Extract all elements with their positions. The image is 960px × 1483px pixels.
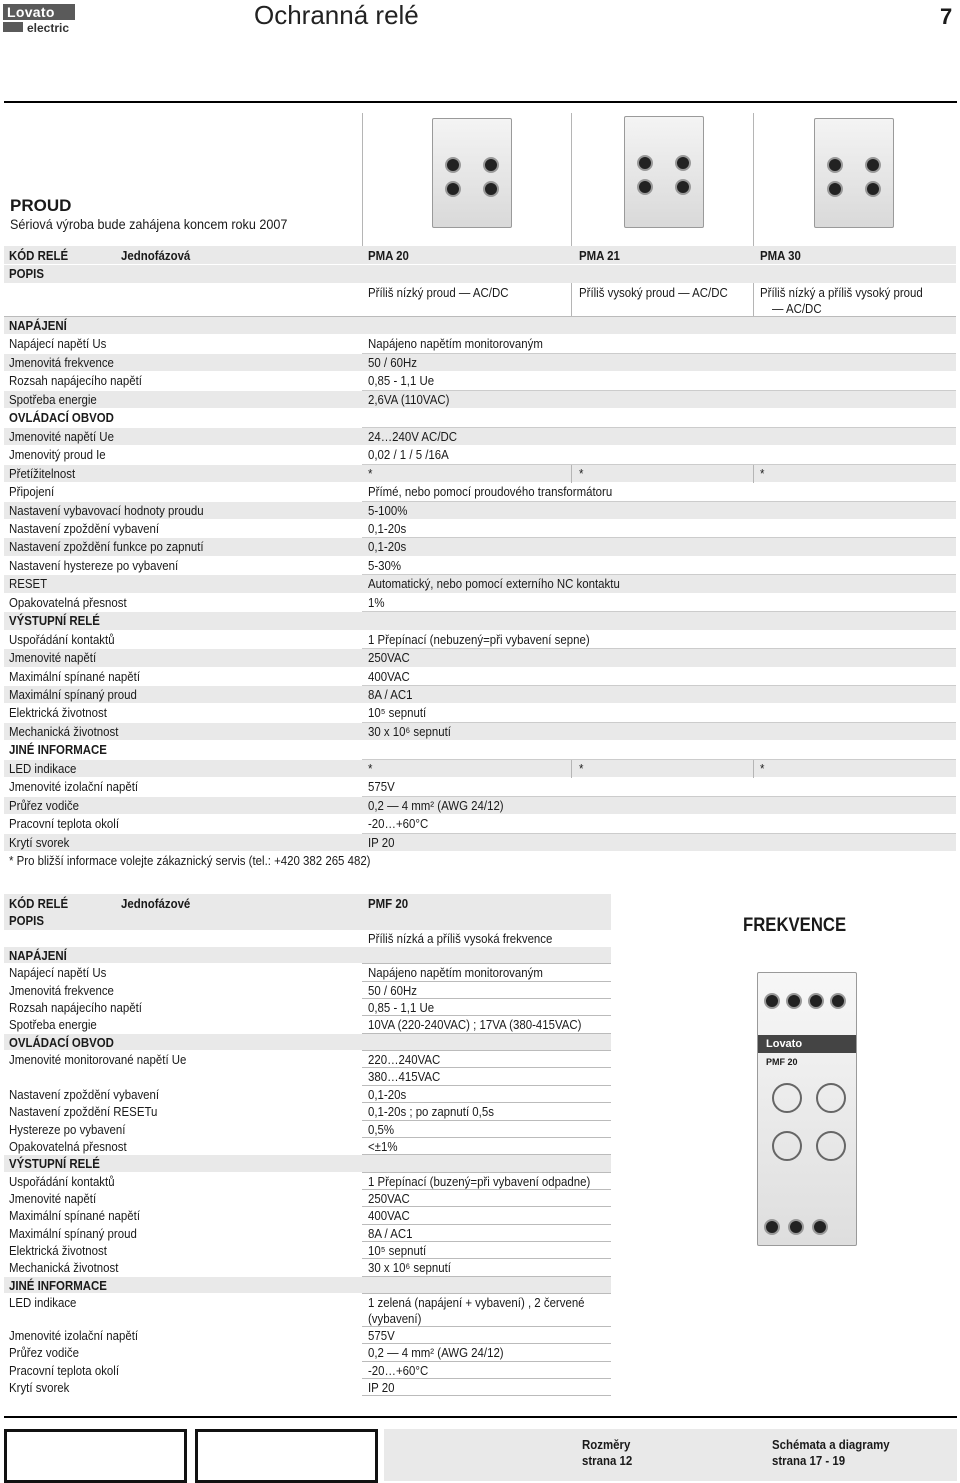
col-header: KÓD RELÉ: [9, 248, 69, 263]
spec-label: LED indikace: [9, 760, 77, 776]
row-divider: [362, 1293, 611, 1294]
spec-value: IP 20: [368, 834, 395, 850]
spec-value: 380…415VAC: [368, 1069, 441, 1085]
row-divider: [362, 1015, 611, 1016]
row-band: [4, 649, 956, 667]
spec-label: Přetížitelnost: [9, 465, 76, 481]
spec-value: 24…240V AC/DC: [368, 428, 458, 444]
spec-label: Jmenovité monitorované napětí Ue: [9, 1052, 187, 1068]
spec-value: 0,1-20s: [368, 1086, 407, 1102]
spec-label: OVLÁDACÍ OBVOD: [9, 1034, 114, 1050]
spec-label: Spotřeba energie: [9, 1017, 97, 1033]
device-model: PMF 20: [766, 1057, 798, 1067]
row-divider: [362, 1241, 611, 1242]
spec-value: -20…+60°C: [368, 816, 429, 832]
row-band: [4, 760, 956, 778]
spec-label: Nastavení vybavovací hodnoty proudu: [9, 502, 204, 518]
footer-rozmery-label[interactable]: Rozměry: [582, 1437, 631, 1452]
device-photo-pma20: [432, 118, 512, 228]
row-band: [4, 947, 611, 964]
col-sep: [362, 113, 363, 247]
spec-value: 1%: [368, 594, 385, 610]
row-divider: [362, 1258, 611, 1259]
spec-value: 0,1-20s: [368, 520, 407, 536]
spec-value: 5-100%: [368, 502, 408, 518]
spec-value: 10⁵ sepnutí: [368, 1242, 427, 1258]
spec-label: Jmenovité napětí: [9, 1190, 97, 1206]
row-divider: [362, 1085, 611, 1086]
row-divider: [362, 981, 611, 982]
footer-rule: [4, 1416, 957, 1418]
spec-label: Napájecí napětí Us: [9, 965, 107, 981]
spec-value-cont: (vybavení): [368, 1311, 422, 1326]
spec-label: Opakovatelná přesnost: [9, 594, 127, 610]
row-band: [4, 391, 956, 409]
spec-label: Průřez vodiče: [9, 1345, 79, 1361]
spec-value: 400VAC: [368, 668, 410, 684]
spec-value: 5-30%: [368, 557, 402, 573]
section-subheading: Sériová výroba bude zahájena koncem roku 2007: [10, 216, 288, 232]
spec-value: 1 Přepínací (nebuzený=při vybavení sepne): [368, 631, 590, 647]
spec-value: 575V: [368, 779, 395, 795]
spec-value: Automatický, nebo pomocí externího NC kontaktu: [368, 576, 620, 592]
spec-label: Jmenovité izolační napětí: [9, 1327, 139, 1343]
spec-value: *: [368, 465, 373, 481]
col-header: PMA 30: [760, 248, 801, 263]
spec-label: JINÉ INFORMACE: [9, 1277, 107, 1293]
spec-value: <±1%: [368, 1138, 398, 1154]
row-divider: [362, 1378, 611, 1379]
spec-value: IP 20: [368, 1380, 395, 1395]
spec-value: 8A / AC1: [368, 687, 413, 702]
popis-label: POPIS: [9, 913, 44, 928]
page-title: Ochranná relé: [254, 0, 419, 30]
spec-value: 0,85 - 1,1 Ue: [368, 373, 435, 389]
col-header: Jednofázová: [121, 248, 191, 263]
spec-label: Připojení: [9, 484, 55, 500]
spec-label: LED indikace: [9, 1295, 77, 1310]
spec-value-pma30: *: [760, 760, 765, 776]
spec-value: 30 x 10⁶ sepnutí: [368, 1260, 451, 1276]
footnote: * Pro bližší informace volejte zákaznický servis (tel.: +420 382 265 482): [9, 853, 371, 869]
spec-label: VÝSTUPNÍ RELÉ: [9, 1156, 100, 1172]
device-photo-pmf20: [757, 972, 857, 1246]
device-photo-pma21: [624, 116, 704, 228]
spec-label: Opakovatelná přesnost: [9, 1138, 127, 1154]
lovato-logo: [3, 4, 75, 34]
footer-box-1: [4, 1429, 187, 1483]
footer-rozmery-page[interactable]: strana 12: [582, 1453, 633, 1468]
row-divider: [362, 1326, 611, 1327]
spec-label: VÝSTUPNÍ RELÉ: [9, 613, 100, 629]
section-heading-frekvence: FREKVENCE: [743, 915, 847, 936]
spec-value: 8A / AC1: [368, 1225, 413, 1241]
row-divider: [362, 1343, 611, 1344]
spec-label: Nastavení zpoždění vybavení: [9, 520, 160, 536]
footer-schemata-page[interactable]: strana 17 - 19: [772, 1453, 846, 1468]
row-divider: [362, 998, 611, 999]
col-sep: [571, 760, 572, 778]
spec-label: Spotřeba energie: [9, 391, 97, 407]
spec-label: Jmenovitý proud Ie: [9, 447, 106, 463]
spec-label: Rozsah napájecího napětí: [9, 373, 142, 389]
spec-value-pma30: *: [760, 465, 765, 481]
col-sep: [753, 465, 754, 483]
footer-box-2: [195, 1429, 378, 1483]
spec-label: Maximální spínaný proud: [9, 687, 137, 702]
row-divider: [362, 1067, 611, 1068]
row-band: [4, 354, 956, 372]
row-divider: [362, 1224, 611, 1225]
row-divider: [362, 1189, 611, 1190]
logo-brand: Lovato: [3, 4, 75, 20]
col-header: KÓD RELÉ: [9, 896, 69, 911]
popis-band: [4, 265, 956, 284]
row-band: [4, 612, 956, 630]
row-divider: [362, 1137, 611, 1138]
spec-label: RESET: [9, 576, 48, 592]
spec-value: 400VAC: [368, 1208, 410, 1224]
popis-pma20: Příliš nízký proud — AC/DC: [368, 285, 509, 300]
spec-label: Elektrická životnost: [9, 705, 107, 721]
spec-label: Jmenovité napětí Ue: [9, 428, 114, 444]
spec-value: 250VAC: [368, 650, 410, 666]
spec-label: Uspořádání kontaktů: [9, 1173, 115, 1189]
row-band: [4, 317, 956, 335]
footer-schemata-label[interactable]: Schémata a diagramy: [772, 1437, 890, 1452]
spec-value: 0,5%: [368, 1121, 395, 1137]
spec-label: NAPÁJENÍ: [9, 318, 67, 333]
spec-label: Jmenovitá frekvence: [9, 982, 114, 998]
spec-label: OVLÁDACÍ OBVOD: [9, 410, 114, 426]
spec-value: 50 / 60Hz: [368, 354, 417, 370]
spec-value-pma21: *: [579, 465, 584, 481]
spec-value: 10⁵ sepnutí: [368, 705, 427, 721]
spec-label: Nastavení zpoždění funkce po zapnutí: [9, 539, 204, 555]
row-band: [4, 686, 956, 704]
col-sep: [753, 760, 754, 778]
spec-value: 1 Přepínací (buzený=při vybavení odpadne): [368, 1173, 591, 1189]
spec-value: 0,02 / 1 / 5 /16A: [368, 447, 449, 463]
spec-value: 220…240VAC: [368, 1052, 441, 1068]
table-header-band: [4, 894, 611, 913]
spec-label: NAPÁJENÍ: [9, 948, 67, 963]
popis-band: [4, 912, 611, 931]
spec-label: Jmenovité izolační napětí: [9, 779, 139, 795]
spec-label: Uspořádání kontaktů: [9, 631, 115, 647]
col-sep: [753, 283, 754, 317]
row-divider: [362, 1206, 611, 1207]
row-divider: [362, 1120, 611, 1121]
spec-label: Rozsah napájecího napětí: [9, 1000, 142, 1016]
spec-value: *: [368, 760, 373, 776]
col-sep: [571, 465, 572, 483]
spec-label: Nastavení zpoždění vybavení: [9, 1086, 160, 1102]
col-sep: [571, 113, 572, 247]
spec-label: Hystereze po vybavení: [9, 1121, 126, 1137]
row-divider: [362, 1395, 611, 1396]
spec-label: Pracovní teplota okolí: [9, 816, 120, 832]
col-header: PMF 20: [368, 896, 409, 911]
spec-label: Krytí svorek: [9, 1380, 70, 1395]
spec-value: -20…+60°C: [368, 1362, 429, 1378]
spec-label: Průřez vodiče: [9, 797, 79, 813]
spec-label: Maximální spínané napětí: [9, 668, 141, 684]
spec-value: 0,2 — 4 mm² (AWG 24/12): [368, 1345, 504, 1361]
spec-value: 0,1-20s ; po zapnutí 0,5s: [368, 1104, 494, 1120]
spec-label: JINÉ INFORMACE: [9, 742, 107, 758]
popis-pma21: Příliš vysoký proud — AC/DC: [579, 285, 728, 300]
spec-value-pma21: *: [579, 760, 584, 776]
popis-pma30: Příliš nízký a příliš vysoký proud: [760, 285, 923, 300]
header-rule: [4, 101, 957, 103]
col-sep: [753, 113, 754, 247]
spec-value: 0,1-20s: [368, 539, 407, 555]
row-divider: [362, 1050, 611, 1051]
row-divider: [362, 1102, 611, 1103]
spec-value: 50 / 60Hz: [368, 982, 417, 998]
spec-label: Nastavení hystereze po vybavení: [9, 557, 179, 573]
section-heading-proud: PROUD: [10, 196, 72, 215]
col-header: PMA 21: [579, 248, 620, 263]
col-header: PMA 20: [368, 248, 409, 263]
spec-label: Krytí svorek: [9, 834, 70, 850]
spec-label: Maximální spínaný proud: [9, 1225, 137, 1241]
row-band: [4, 428, 956, 446]
spec-label: Elektrická životnost: [9, 1242, 107, 1258]
spec-label: Pracovní teplota okolí: [9, 1362, 120, 1378]
row-divider: [362, 963, 611, 964]
row-divider: [362, 1172, 611, 1173]
spec-label: Mechanická životnost: [9, 1260, 119, 1276]
spec-value: Napájeno napětím monitorovaným: [368, 336, 543, 352]
row-band: [4, 723, 956, 741]
logo-bar: [3, 22, 23, 32]
spec-value: 10VA (220-240VAC) ; 17VA (380-415VAC): [368, 1017, 582, 1033]
spec-label: Maximální spínané napětí: [9, 1208, 141, 1224]
device-photo-pma30: [814, 118, 894, 228]
spec-label: Nastavení zpoždění RESETu: [9, 1104, 158, 1120]
spec-value: 2,6VA (110VAC): [368, 391, 450, 407]
spec-label: Mechanická životnost: [9, 723, 119, 739]
device-brand: Lovato: [758, 1035, 856, 1053]
spec-label: Jmenovité napětí: [9, 650, 97, 666]
spec-value: Přímé, nebo pomocí proudového transformátoru: [368, 484, 613, 500]
spec-value: 0,85 - 1,1 Ue: [368, 1000, 435, 1016]
popis-pmf20: Příliš nízká a příliš vysoká frekvence: [368, 931, 553, 946]
spec-value: 575V: [368, 1327, 395, 1343]
row-band: [4, 834, 956, 852]
spec-value: 1 zelená (napájení + vybavení) , 2 červené: [368, 1295, 585, 1310]
col-sep: [571, 283, 572, 317]
spec-value: 30 x 10⁶ sepnutí: [368, 723, 451, 739]
spec-value: 0,2 — 4 mm² (AWG 24/12): [368, 797, 504, 813]
row-divider: [362, 1361, 611, 1362]
spec-label: Jmenovitá frekvence: [9, 354, 114, 370]
spec-label: Napájecí napětí Us: [9, 336, 107, 352]
spec-value: 250VAC: [368, 1190, 410, 1206]
logo-sub: electric: [27, 21, 70, 35]
popis-label: POPIS: [9, 266, 44, 281]
page-number: 7: [940, 4, 953, 29]
popis-pma30-cont: — AC/DC: [772, 301, 822, 316]
col-header: Jednofázové: [121, 896, 191, 911]
spec-value: Napájeno napětím monitorovaným: [368, 965, 543, 981]
row-band: [4, 465, 956, 483]
